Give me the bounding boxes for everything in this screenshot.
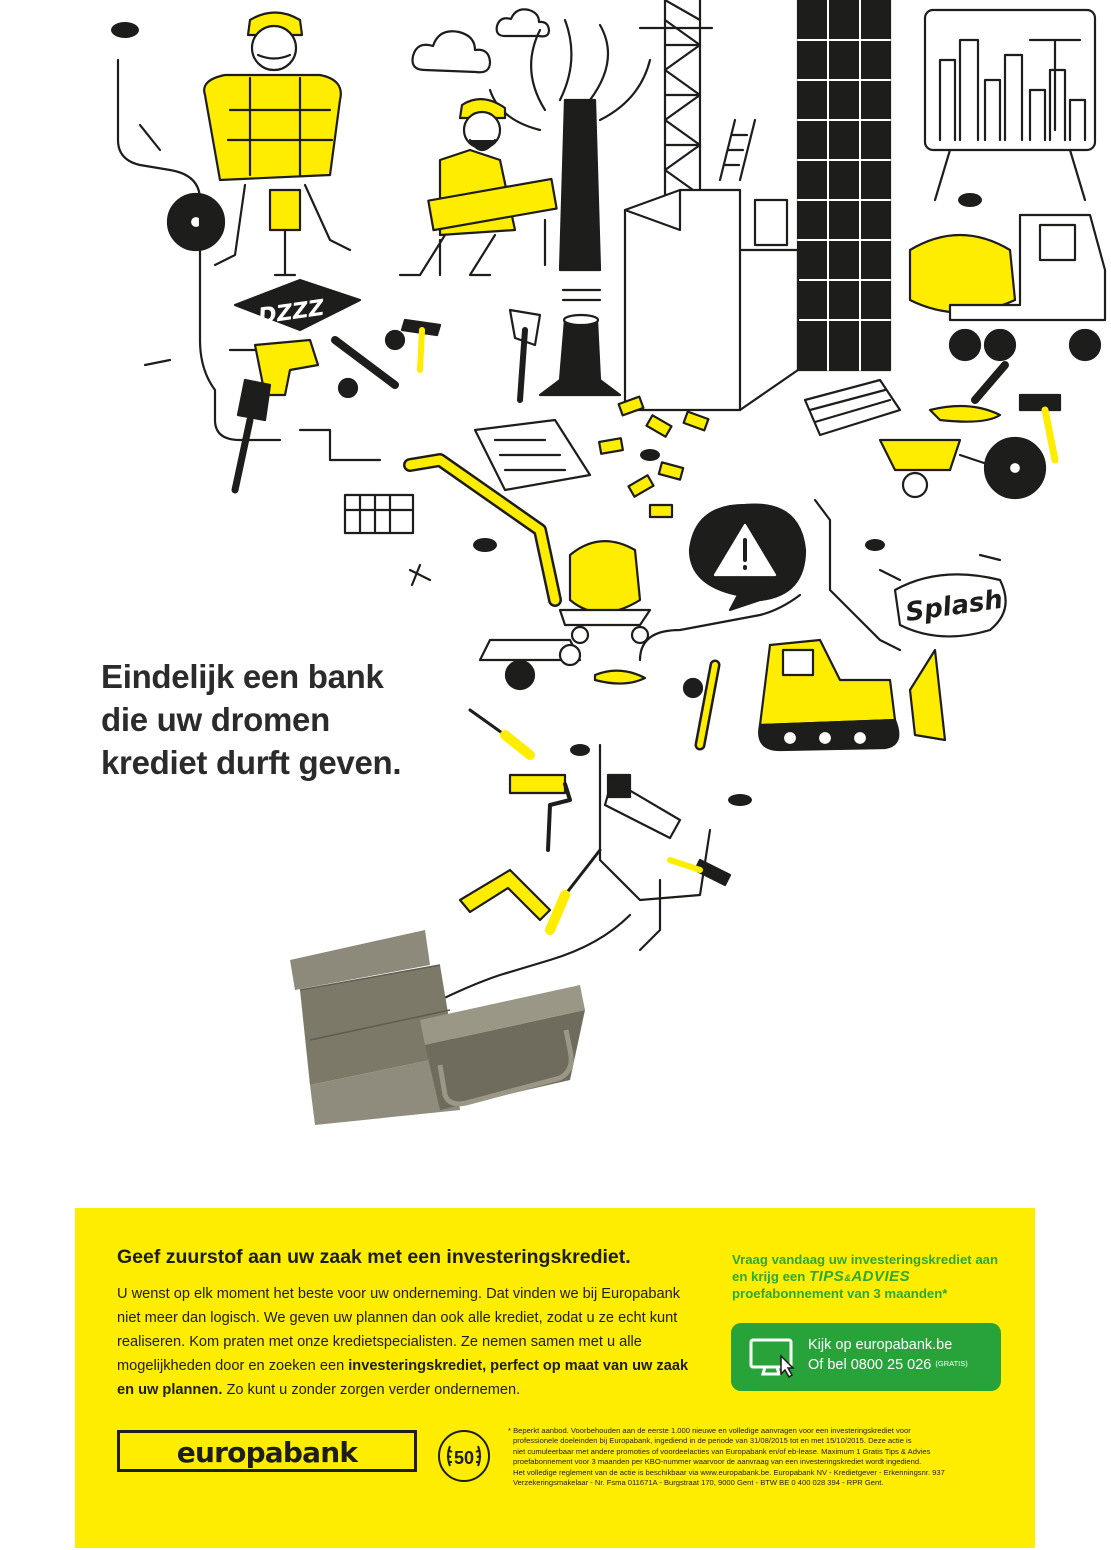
billboard-icon: [925, 10, 1095, 200]
promo-line-1: Vraag vandaag uw investeringskrediet aan: [732, 1252, 999, 1267]
bulldozer-icon: [759, 640, 945, 750]
headline-line-3: krediet durft geven.: [101, 744, 402, 781]
footnote-line: * Beperkt aanbod. Voorbehouden aan de eerste 1.000 nieuwe en volledige aanvragen voor een investeringskrediet voor: [508, 1426, 911, 1435]
cta-phone[interactable]: [808, 1357, 968, 1373]
info-panel: [75, 1208, 1035, 1548]
building-icon: [625, 120, 798, 410]
square-ruler-icon: [460, 870, 550, 920]
paintbrush-icon: [975, 365, 1005, 400]
hammer-icon: [402, 320, 440, 370]
panel-body-end: Zo kunt u zonder zorgen verder ondernemen.: [222, 1382, 521, 1398]
mixer-truck-icon: [910, 215, 1105, 360]
promo-text: [732, 1252, 1022, 1303]
headline-line-1: Eindelijk een bank: [101, 658, 384, 695]
footnote-line: professionele doeleinden bij Europabank, ingediend in de periode van 31/08/2015 tot en met 15/10/2015. Deze actie is: [513, 1436, 912, 1446]
worker-carpenter-icon: [400, 99, 557, 275]
logo-tips: TIPS: [808, 1267, 845, 1285]
pipe-icon: [430, 915, 630, 1005]
promo-line-3: proefabonnement van 3 maanden*: [732, 1286, 948, 1301]
screwdriver-icon: [470, 710, 530, 755]
footnote-line: proefabonnement voor 3 maanden per KBO-nummer waarvoor de aanvraag van een investeringskrediet wordt ingediend.: [513, 1457, 922, 1467]
tips-advies-logo: [809, 1268, 910, 1285]
logo-advies: ADVIES: [851, 1267, 911, 1285]
footnote-line: niet cumuleerbaar met andere promoties of voordeelacties van Europabank en/of eb-lease. Maximum 1 Gratis Tips & Advies: [513, 1446, 931, 1456]
gear-icon: [684, 679, 702, 697]
footnote-line: Verzekeringsmakelaar - Nr. Fsma 011671A - Burgstraat 170, 9000 Gent - BTW BE 0 400 028 394 - RPR Gent.: [513, 1478, 884, 1488]
axe-icon: [510, 310, 540, 400]
badge-number: 50: [453, 1448, 475, 1468]
skyscraper-icon: [798, 0, 890, 370]
hammer-icon: [670, 860, 730, 885]
buzz-text: DZZZ: [256, 295, 326, 330]
cement-mixer-icon: [560, 541, 650, 643]
gear-icon: [339, 379, 357, 397]
promo-line-2: [732, 1269, 1022, 1287]
europabank-logo: [117, 1430, 417, 1472]
wheelbarrow-icon: [880, 440, 990, 497]
splash-text: Splash: [903, 584, 1005, 629]
cta-website[interactable]: Kijk op europabank.be: [808, 1337, 953, 1353]
brand-name: europabank: [176, 1436, 358, 1469]
headline-line-2: die uw dromen: [101, 701, 330, 738]
anniversary-badge-icon: [436, 1428, 492, 1484]
monitor-icon: [749, 1338, 797, 1378]
cta-button[interactable]: [731, 1323, 1001, 1391]
headline: [101, 655, 401, 784]
warning-bubble-icon: [690, 505, 805, 610]
mallet-icon: [235, 380, 270, 490]
cloud-icon: [413, 31, 491, 72]
legal-footnote: [508, 1426, 1008, 1488]
panel-title: Geef zuurstof aan uw zaak met een investeringskrediet.: [117, 1246, 631, 1268]
gear-icon: [386, 331, 404, 349]
logo-amp: &: [844, 1272, 852, 1283]
handsaw-icon: [605, 775, 680, 838]
blueprint-icon: [475, 420, 590, 490]
wrench-icon: [335, 340, 395, 385]
paint-roller-icon: [510, 775, 570, 850]
brick-wall-icon: [805, 380, 900, 435]
screwdriver-icon: [550, 850, 600, 930]
panel-body: [117, 1282, 702, 1402]
panel-body-bold: investeringskrediet, perfect op maat van uw zaak en uw plannen.: [117, 1358, 689, 1398]
worker-jackhammer-icon: [204, 13, 350, 276]
cloud-icon: [497, 9, 549, 36]
toolbox-image: [290, 930, 585, 1125]
footnote-line: Het volledige reglement van de actie is beschikbaar via www.europabank.be. Europabank NV - Kredietgever - Erkenningsnr. 937: [513, 1467, 945, 1477]
panel-body-text: U wenst op elk moment het beste voor uw onderneming. Dat vinden we bij Europabank niet meer dan logisch. We geven uw plannen dan ook alle krediet, zodat u ze echt kunt realiseren. Kom praten met onze kredietspecialisten. Ze nemen samen met u alle mogelijkheden door en zoeken een: [117, 1286, 680, 1374]
cta-phone-number[interactable]: Of bel 0800 25 026: [808, 1357, 932, 1373]
cta-phone-note: (GRATIS): [935, 1359, 968, 1368]
promo-line-2-prefix: en krijg een: [732, 1268, 806, 1284]
